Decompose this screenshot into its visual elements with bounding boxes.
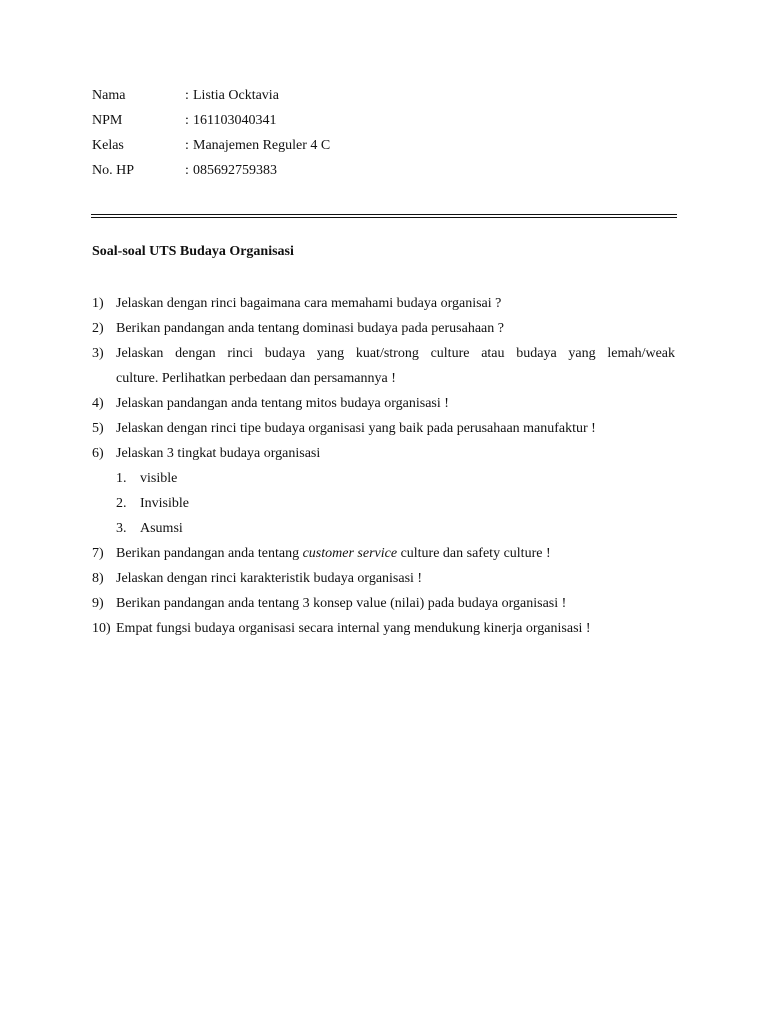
question-number: 7) (92, 546, 104, 561)
question-text-part: culture dan safety culture ! (397, 546, 551, 561)
question-number: 5) (92, 421, 104, 436)
rule-line-bottom (91, 217, 677, 218)
question-item (92, 341, 675, 391)
question-item (92, 391, 675, 416)
sub-item-text: Invisible (140, 496, 189, 511)
question-item (92, 441, 675, 466)
question-number: 1) (92, 296, 104, 311)
sub-item-text: Asumsi (140, 521, 183, 536)
document-title: Soal-soal UTS Budaya Organisasi (92, 244, 294, 259)
sub-item-text: visible (140, 471, 178, 486)
identity-colon: : (185, 163, 189, 178)
identity-row-phone (92, 161, 492, 186)
identity-value: 161103040341 (193, 113, 277, 128)
question-item (92, 616, 675, 641)
identity-value: Manajemen Reguler 4 C (193, 138, 331, 153)
question-number: 3) (92, 346, 104, 361)
identity-row-npm (92, 111, 492, 136)
question-text: Jelaskan dengan rinci karakteristik budaya organisasi ! (116, 571, 423, 586)
identity-value: 085692759383 (193, 163, 277, 178)
question-text-line: Jelaskan dengan rinci budaya yang kuat/strong culture atau budaya yang lemah/weak (116, 346, 675, 361)
identity-colon: : (185, 88, 189, 103)
identity-label: Kelas (92, 138, 124, 153)
question-text: Jelaskan 3 tingkat budaya organisasi (116, 446, 321, 461)
question-text: Empat fungsi budaya organisasi secara internal yang mendukung kinerja organisasi ! (116, 621, 591, 636)
rule-line-top (91, 214, 677, 215)
sub-item-number: 1. (116, 471, 127, 486)
question-text (116, 341, 675, 391)
identity-row-class (92, 136, 492, 161)
question-text: Berikan pandangan anda tentang 3 konsep value (nilai) pada budaya organisasi ! (116, 596, 567, 611)
identity-value: Listia Ocktavia (193, 88, 279, 103)
question-item (92, 416, 675, 441)
question-text-part: Berikan pandangan anda tentang (116, 546, 303, 561)
question-item (92, 591, 675, 616)
question-number: 2) (92, 321, 104, 336)
sub-list-item (92, 491, 675, 516)
identity-colon: : (185, 138, 189, 153)
question-text: Berikan pandangan anda tentang dominasi budaya pada perusahaan ? (116, 321, 504, 336)
question-text-emphasis: customer service (302, 546, 398, 561)
question-item (92, 566, 675, 591)
identity-label: No. HP (92, 163, 135, 178)
question-number: 10) (92, 621, 111, 636)
question-text: Jelaskan dengan rinci tipe budaya organisasi yang baik pada perusahaan manufaktur ! (116, 421, 596, 436)
sub-list-item (92, 516, 675, 541)
question-text-line: culture. Perlihatkan perbedaan dan persamannya ! (116, 371, 396, 386)
question-item (92, 541, 675, 566)
identity-label: Nama (92, 88, 126, 103)
question-list (92, 291, 675, 641)
question-item (92, 316, 675, 341)
identity-label: NPM (92, 113, 123, 128)
student-identity (92, 86, 492, 186)
question-number: 6) (92, 446, 104, 461)
question-item (92, 291, 675, 316)
double-rule-divider (91, 214, 677, 219)
sub-list-item (92, 466, 675, 491)
sub-item-number: 3. (116, 521, 127, 536)
question-text (116, 541, 675, 566)
identity-colon: : (185, 113, 189, 128)
sub-item-number: 2. (116, 496, 127, 511)
question-number: 8) (92, 571, 104, 586)
question-text: Jelaskan dengan rinci bagaimana cara memahami budaya organisai ? (116, 296, 502, 311)
question-number: 4) (92, 396, 104, 411)
question-number: 9) (92, 596, 104, 611)
question-text: Jelaskan pandangan anda tentang mitos budaya organisasi ! (116, 396, 449, 411)
identity-row-name (92, 86, 492, 111)
